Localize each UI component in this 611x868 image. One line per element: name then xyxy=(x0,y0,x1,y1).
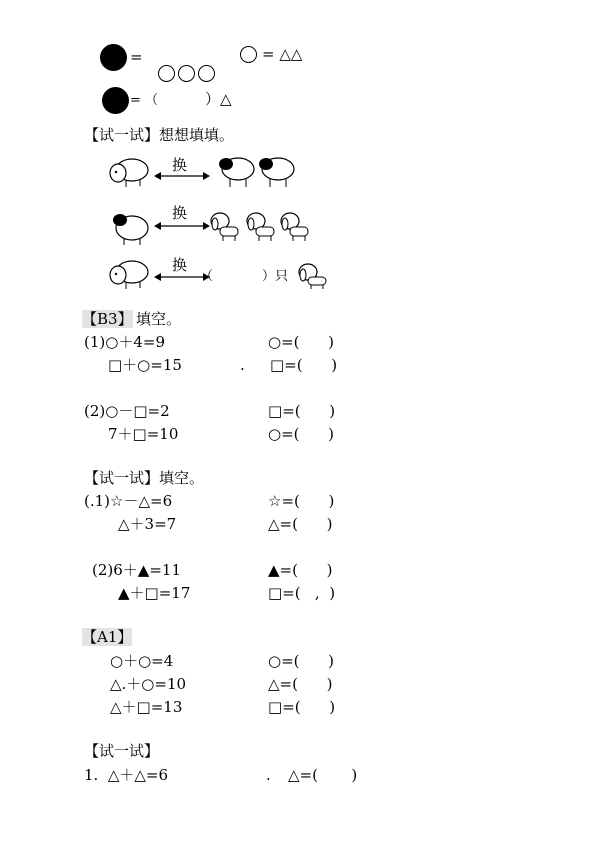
swap-label-3: 换 xyxy=(172,256,188,274)
try2-row-4-left: ▲＋□=17 xyxy=(118,584,191,602)
eq3-paren-close: ）△ xyxy=(205,90,232,108)
sheep-black-face-icon xyxy=(214,154,256,188)
b3-row-1-right: ○=( ) xyxy=(268,333,334,351)
circle-icon xyxy=(178,65,195,82)
try2-row-2-right: △=( ) xyxy=(268,515,333,533)
black-circle-1 xyxy=(100,44,127,71)
dog-icon xyxy=(208,210,242,242)
dog-icon xyxy=(278,210,312,242)
a1-row-2-left: △.＋○=10 xyxy=(110,675,187,693)
try1-heading: 【试一试】想想填填。 xyxy=(84,126,235,144)
a1-row-3-left: △＋□=13 xyxy=(110,698,183,716)
b3-heading-text: 填空。 xyxy=(136,310,182,328)
a1-row-1-left: ○＋○=4 xyxy=(110,652,174,670)
circle-icon xyxy=(240,46,257,63)
b3-row-4-left: 7＋□=10 xyxy=(108,425,179,443)
dog-icon xyxy=(244,210,278,242)
sheep-black-face-icon xyxy=(254,154,296,188)
try2-row-2-left: △＋3=7 xyxy=(118,515,177,533)
eq2-circle xyxy=(240,46,260,65)
a1-row-2-right: △=( ) xyxy=(268,675,333,693)
row3-paren-close: ）只 xyxy=(262,269,289,284)
double-arrow-2 xyxy=(154,222,210,230)
black-circle-2 xyxy=(102,87,129,114)
three-circles xyxy=(148,46,218,84)
b3-row-4-right: ○=( ) xyxy=(268,425,334,443)
b3-row-3-right: □=( ) xyxy=(268,402,336,420)
circle-icon xyxy=(198,65,215,82)
circle-icon xyxy=(158,65,175,82)
a1-row-3-right: □=( ) xyxy=(268,698,336,716)
sheep-icon xyxy=(108,156,150,188)
double-arrow-1 xyxy=(154,172,210,180)
a1-heading: 【A1】 xyxy=(82,628,133,646)
b3-row-3-left: (2)○－□=2 xyxy=(84,402,170,420)
swap-label-2: 换 xyxy=(172,204,188,222)
try3-row-1-mark: . xyxy=(266,766,271,784)
eq1-equals: = xyxy=(130,48,143,66)
b3-row-2-right: □=( ) xyxy=(270,356,338,374)
try2-row-1-right: ☆=( ) xyxy=(268,492,335,510)
try2-heading: 【试一试】填空。 xyxy=(84,469,205,487)
try2-row-1-left: (.1)☆－△=6 xyxy=(84,492,173,510)
try3-heading: 【试一试】 xyxy=(84,742,160,760)
try3-row-1-left: 1. △＋△=6 xyxy=(84,766,169,784)
swap-label-1: 换 xyxy=(172,156,188,174)
eq2-right: = △△ xyxy=(262,45,303,63)
b3-heading: 【B3】 xyxy=(82,310,133,328)
b3-row-1-left: (1)○＋4=9 xyxy=(84,333,165,351)
try2-row-3-left: (2)6＋▲=11 xyxy=(92,561,181,579)
sheep-icon xyxy=(108,258,150,290)
try3-row-1-right: △=( ) xyxy=(288,766,358,784)
eq3-paren-open: = （ xyxy=(130,93,159,108)
a1-row-1-right: ○=( ) xyxy=(268,652,334,670)
dog-icon xyxy=(296,262,330,290)
cow-icon xyxy=(108,210,150,246)
row3-paren-open: （ xyxy=(200,269,214,284)
try2-row-4-right: □=( , ) xyxy=(268,584,336,602)
b3-row-2-left: □＋○=15 xyxy=(108,356,182,374)
b3-row-2-mark: . xyxy=(240,356,245,374)
try2-row-3-right: ▲=( ) xyxy=(268,561,333,579)
